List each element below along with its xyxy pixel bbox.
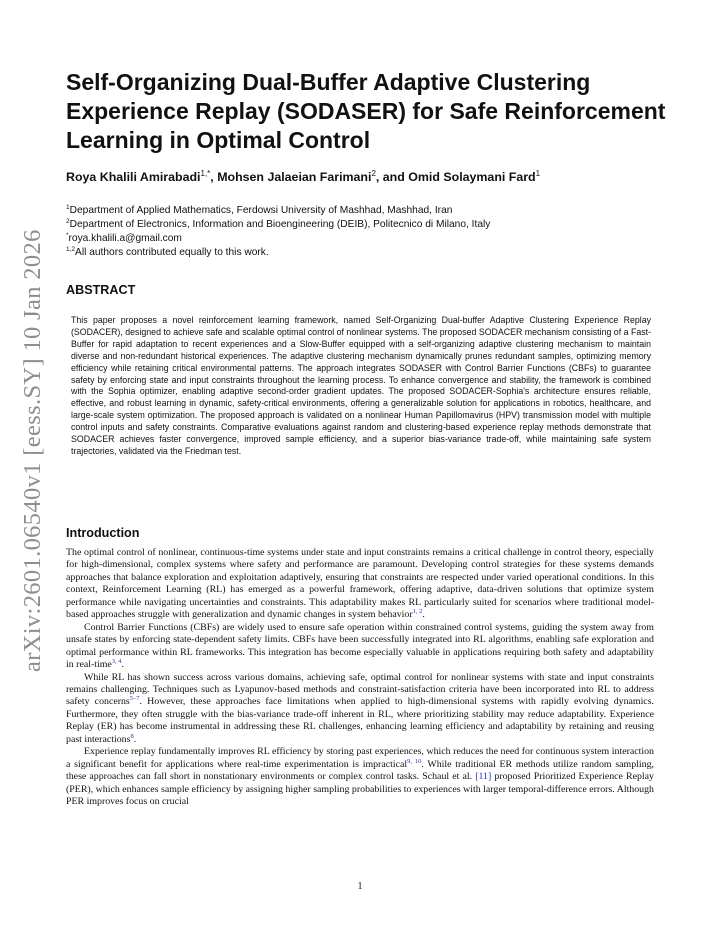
paragraph-text: . <box>422 609 425 621</box>
paragraph-text: . <box>133 733 137 745</box>
paragraph-text: The optimal control of nonlinear, continuous-time systems under state and input constraints remains a critical challenge in control theory, especially for high-dimensional, complex systems where safety and performance are paramount. Developing control strategies for these systems demands approaches that balance exploration and exploitation adaptively, ensuring that constraints are respected under varied operational conditions. In this context, Reinforcement Learning (RL) has emerged as a powerful framework, offering adaptive, data-driven solutions that optimize system performance while navigating uncertainties and constraints. This adaptability makes RL particularly suited for scenarios where traditional model-based approaches struggle with generalization and dynamic changes in system behavior <box>66 547 654 621</box>
equal-contribution-note: All authors contributed equally to this work. <box>75 247 269 258</box>
paragraph <box>66 622 654 672</box>
author-name: Omid Solaymani Fard <box>408 170 536 184</box>
paragraph-text: . While traditional ER methods utilize random sampling, these approaches can fall short in nonstationary environments or complex control tasks. Schaul et al. <box>66 758 654 783</box>
page-number: 1 <box>357 881 363 892</box>
affiliation-line <box>66 232 666 246</box>
citation-link[interactable]: 5–7 <box>129 695 140 703</box>
paragraph <box>66 746 654 808</box>
author-separator: , <box>210 170 218 184</box>
abstract-heading: ABSTRACT <box>66 283 136 297</box>
author-affiliation-marker: 1,* <box>200 169 211 178</box>
paper-title: Self-Organizing Dual-Buffer Adaptive Clustering Experience Replay (SODASER) for Safe Reinforcement Learning in Optimal Control <box>66 69 666 153</box>
introduction-heading: Introduction <box>66 526 140 540</box>
paragraph-text: proposed Prioritized Experience Replay (PER), which enhances sample efficiency by assigning higher sampling probabilities to experiences with larger temporal-difference errors. Although PER improves focus on crucial <box>66 771 654 808</box>
paragraph <box>66 547 654 622</box>
introduction-body <box>66 547 654 809</box>
citation-link[interactable]: 3, 4 <box>111 658 122 666</box>
affiliation-list <box>66 204 666 260</box>
citation-link[interactable]: 9, 10 <box>407 757 422 765</box>
abstract-body: This paper proposes a novel reinforcement learning framework, named Self-Organizing Dual-buffer Adaptive Clustering Experience Replay (SODACER), designed to achieve safe and scalable optimal control of nonlinear systems. The proposed SODACER mechanism consisting of a Fast-Buffer for rapid adaptation to recent experiences and a Slow-Buffer equipped with a self-organizing adaptive clustering mechanism to maintain diverse and non-redundant historical experiences. The adaptive clustering mechanism dynamically prunes redundant samples, optimizing memory efficiency while retaining critical environmental patterns. The approach integrates SODASER with Control Barrier Functions (CBFs) to guarantee safety by enforcing state and input constraints throughout the learning process. To enhance convergence and stability, the framework is combined with the Sophia optimizer, enabling adaptive second-order gradient updates. The proposed SODACER-Sophia's architecture ensures reliable, effective, and robust learning in dynamic, safety-critical environments, offering a generalizable solution for applications in robotics, healthcare, and large-scale system optimization. The proposed approach is validated on a nonlinear Human Papillomavirus (HPV) transmission model with multiple control inputs and safety constraints. Comparative evaluations against random and clustering-based experience replay methods demonstrate that SODACER achieves faster convergence, improved sample efficiency, and a superior bias-variance trade-off, while maintaining safe system trajectories, validated via the Friedman test. <box>71 315 651 456</box>
paragraph-text: While RL has shown success across various domains, achieving safe, optimal control for nonlinear systems with state and input constraints remains challenging. Techniques such as Lyapunov-based methods and constraint-satisfaction criteria have been incorporated into RL to address safety concerns <box>66 671 654 708</box>
affiliation-text: Department of Electronics, Information and Bioengineering (DEIB), Politecnico di Milano, Italy <box>69 219 491 230</box>
author-separator: , and <box>375 170 409 184</box>
citation-link[interactable]: [11] <box>475 771 492 783</box>
affiliation-line <box>66 218 666 232</box>
affiliation-line <box>66 246 666 260</box>
citation-link[interactable]: 8 <box>130 732 134 740</box>
paragraph-text: . However, these approaches face limitations when applied to high-dimensional systems with rapidly evolving dynamics. Furthermore, they often struggle with the bias-variance trade-off inherent in RL, where prioritizing stability may reduce adaptability. Experience Replay (ER) has become instrumental in addressing these RL challenges, enhancing learning efficiency and adaptability by retaining and reusing past interactions <box>66 696 655 745</box>
citation-link[interactable]: 1, 2 <box>412 608 423 616</box>
affiliation-line <box>66 204 666 218</box>
contact-email: roya.khalili.a@gmail.com <box>68 233 182 244</box>
author-affiliation-marker: 1 <box>535 169 541 178</box>
paragraph-text: Experience replay fundamentally improves RL efficiency by storing past experiences, which reduces the need for continuous system interaction a significant benefit for applications where real-time experimentation is impractical <box>66 746 654 770</box>
paragraph-text: Control Barrier Functions (CBFs) are widely used to ensure safe operation within constrained control systems, guiding the system away from unsafe states by enforcing state-dependent safety limits. CBFs have been successfully integrated into RL algorithms, enabling safe exploration and optimal performance within RL frameworks. This integration has become especially valuable in applications requiring both safety and adaptability in real-time <box>66 621 654 671</box>
author-name: Mohsen Jalaeian Farimani <box>217 170 372 184</box>
author-name: Roya Khalili Amirabadi <box>66 170 201 184</box>
paragraph-text: . <box>121 659 125 671</box>
author-list <box>66 169 666 185</box>
arxiv-identifier-stamp: arXiv:2601.06540v1 [eess.SY] 10 Jan 2026 <box>19 229 46 672</box>
affiliation-text: Department of Applied Mathematics, Ferdowsi University of Mashhad, Mashhad, Iran <box>69 205 453 216</box>
affiliation-marker: 2 <box>66 218 70 225</box>
affiliation-marker: 1 <box>66 204 70 211</box>
author-affiliation-marker: 2 <box>371 169 376 178</box>
paragraph <box>66 672 654 747</box>
affiliation-marker: * <box>66 232 69 239</box>
affiliation-marker: 1,2 <box>66 246 76 253</box>
